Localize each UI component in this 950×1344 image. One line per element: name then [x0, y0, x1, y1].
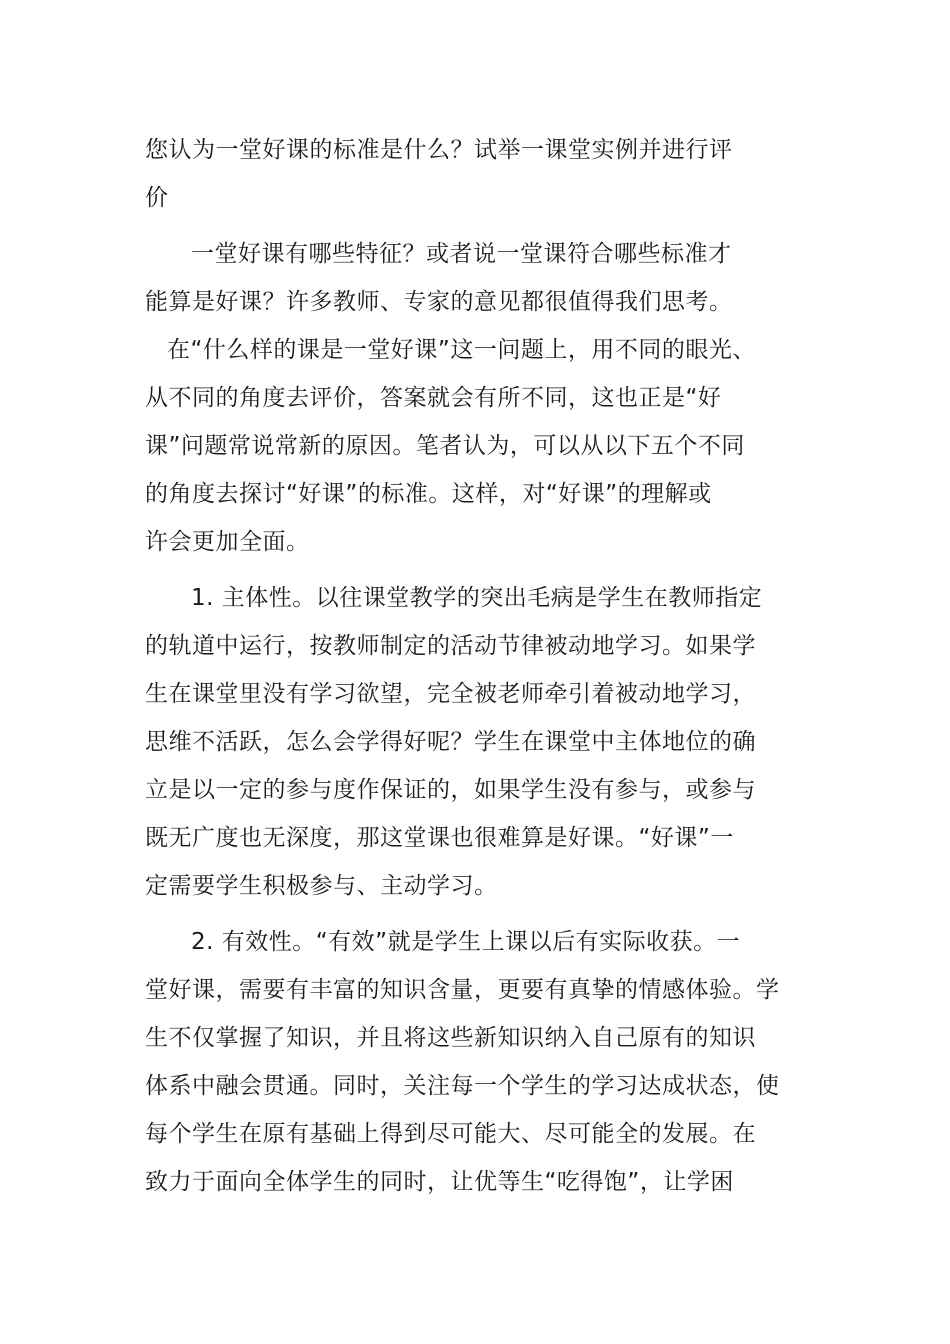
body-line: 课”问题常说常新的原因。笔者认为，可以从以下五个不同	[145, 433, 745, 459]
body-line: 堂好课，需要有丰富的知识含量，更要有真挚的情感体验。学	[145, 977, 780, 1003]
body-line: 在“什么样的课是一堂好课”这一问题上，用不同的眼光、	[167, 337, 756, 363]
body-line: 1. 主体性。以往课堂教学的突出毛病是学生在教师指定	[191, 585, 763, 611]
body-line: 思维不活跃，怎么会学得好呢？学生在课堂中主体地位的确	[145, 729, 756, 755]
body-line: 许会更加全面。	[145, 529, 310, 555]
body-line: 生不仅掌握了知识，并且将这些新知识纳入自己原有的知识	[145, 1025, 756, 1051]
body-line: 的轨道中运行，按教师制定的活动节律被动地学习。如果学	[145, 633, 756, 659]
body-line: 2. 有效性。“有效”就是学生上课以后有实际收获。一	[191, 929, 741, 955]
body-line: 体系中融会贯通。同时，关注每一个学生的学习达成状态，使	[145, 1073, 780, 1099]
body-line: 一堂好课有哪些特征？或者说一堂课符合哪些标准才	[191, 241, 732, 267]
body-line: 的角度去探讨“好课”的标准。这样，对“好课”的理解或	[145, 481, 712, 507]
body-line: 生在课堂里没有学习欲望，完全被老师牵引着被动地学习，	[145, 681, 756, 707]
body-line: 能算是好课？许多教师、专家的意见都很值得我们思考。	[145, 289, 733, 315]
body-line: 立是以一定的参与度作保证的，如果学生没有参与，或参与	[145, 777, 756, 803]
body-line: 致力于面向全体学生的同时，让优等生“吃得饱”，让学困	[145, 1169, 734, 1195]
body-line: 定需要学生积极参与、主动学习。	[145, 873, 498, 899]
document-title-line: 您认为一堂好课的标准是什么？试举一课堂实例并进行评	[145, 137, 733, 163]
body-line: 从不同的角度去评价，答案就会有所不同，这也正是“好	[145, 385, 722, 411]
body-line: 每个学生在原有基础上得到尽可能大、尽可能全的发展。在	[145, 1121, 756, 1147]
body-line: 既无广度也无深度，那这堂课也很难算是好课。“好课”一	[145, 825, 734, 851]
document-title-line: 价	[145, 185, 169, 211]
